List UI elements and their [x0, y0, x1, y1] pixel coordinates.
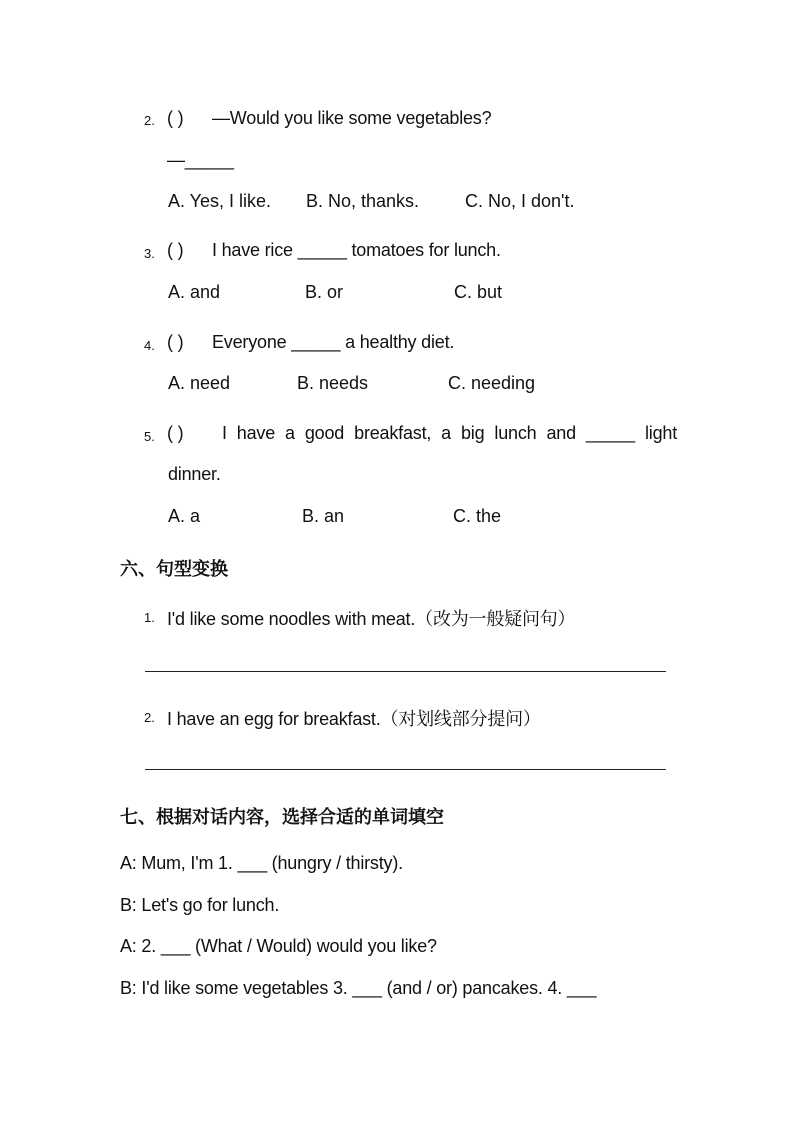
question-4-option-a: A. need — [168, 373, 231, 393]
question-5-option-b: B. an — [302, 506, 345, 526]
question-4-option-c: C. needing — [448, 373, 536, 393]
answer-line-2 — [145, 769, 666, 770]
question-2-paren: ( ) — [167, 108, 184, 128]
question-4-text: Everyone _____ a healthy diet. — [212, 332, 455, 352]
question-3-option-a: A. and — [168, 282, 221, 302]
question-3-paren: ( ) — [167, 240, 184, 260]
question-2-answer-line: —_____ — [167, 150, 234, 170]
question-2-option-c: C. No, I don't. — [465, 191, 575, 211]
question-5-option-a: A. a — [168, 506, 201, 526]
question-4-paren: ( ) — [167, 332, 184, 352]
section-6-title: 六、句型变换 — [120, 559, 228, 580]
question-5-option-c: C. the — [453, 506, 502, 526]
question-5-text-continued: dinner. — [168, 464, 221, 484]
question-3-text: I have rice _____ tomatoes for lunch. — [212, 240, 501, 260]
question-2-option-b: B. No, thanks. — [306, 191, 420, 211]
question-4-option-b: B. needs — [297, 373, 369, 393]
dialogue-line-1: A: Mum, I'm 1. ___ (hungry / thirsty). — [120, 853, 403, 873]
section-6-item-2-text: I have an egg for breakfast.（对划线部分提问） — [167, 709, 541, 729]
dialogue-line-2: B: Let's go for lunch. — [120, 895, 280, 915]
section-7-title: 七、根据对话内容，选择合适的单词填空 — [120, 807, 444, 828]
answer-line-1 — [145, 671, 666, 672]
question-2-option-a: A. Yes, I like. — [168, 191, 272, 211]
question-3-number: 3. — [144, 246, 155, 261]
question-2-text: —Would you like some vegetables? — [212, 108, 492, 128]
section-6-item-1-text: I'd like some noodles with meat.（改为一般疑问句） — [167, 609, 576, 629]
dialogue-line-3: A: 2. ___ (What / Would) would you like? — [120, 936, 437, 956]
section-6-item-1-number: 1. — [144, 610, 155, 625]
question-3-option-b: B. or — [305, 282, 344, 302]
question-5-number: 5. — [144, 429, 155, 444]
section-6-item-2-number: 2. — [144, 710, 155, 725]
dialogue-line-4: B: I'd like some vegetables 3. ___ (and / or) pancakes. 4. ___ — [120, 978, 597, 998]
question-5-paren: ( ) — [167, 423, 184, 443]
question-4-number: 4. — [144, 338, 155, 353]
question-3-option-c: C. but — [454, 282, 503, 302]
question-5-text: I have a good breakfast, a big lunch and _____ light — [222, 423, 677, 443]
question-2-number: 2. — [144, 113, 155, 128]
